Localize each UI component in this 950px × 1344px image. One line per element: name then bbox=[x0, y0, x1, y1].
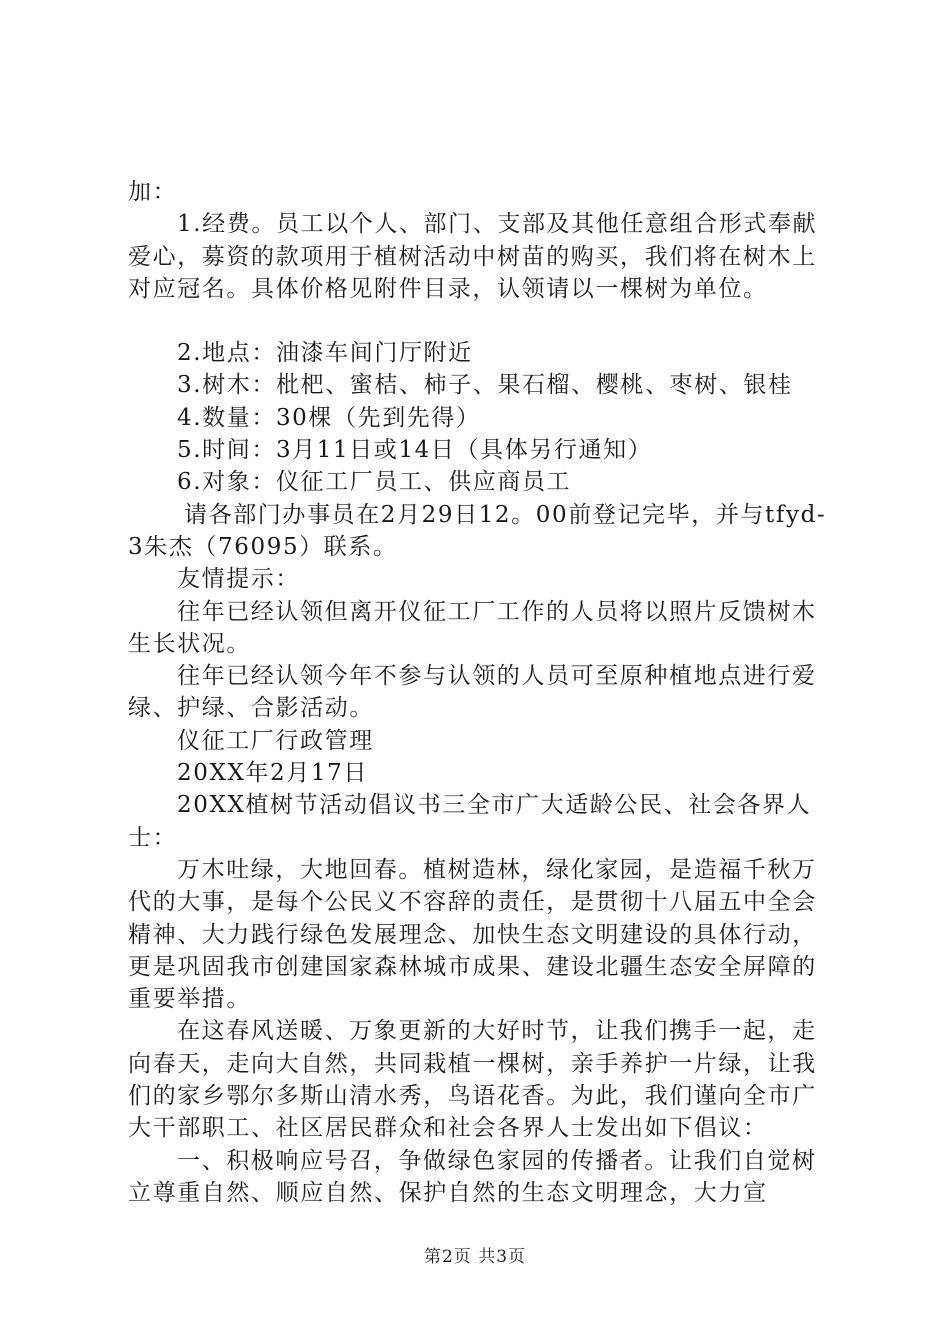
paragraph-location: 2.地点：油漆车间门厅附近 bbox=[177, 340, 473, 367]
paragraph-tips-heading: 友情提示： bbox=[177, 566, 300, 593]
paragraph-time: 5.时间：3月11日或14日（具体另行通知） bbox=[177, 437, 653, 464]
paragraph-tip-2: 往年已经认领今年不参与认领的人员可至原种植地点进行爱绿、护绿、合影活动。 bbox=[128, 663, 817, 722]
paragraph-date: 20XX年2月17日 bbox=[177, 760, 368, 787]
paragraph-proposal-body-2: 在这春风送暖、万象更新的大好时节，让我们携手一起，走向春天，走向大自然，共同栽植一棵树，亲手养护一片绿，让我们的家乡鄂尔多斯山清水秀，鸟语花香。为此，我们谨向全市广大干部职工、社区居民群众和社会各界人士发出如下倡议： bbox=[128, 1018, 817, 1142]
document-body bbox=[128, 176, 834, 1209]
paragraph-signature: 仪征工厂行政管理 bbox=[177, 727, 374, 754]
paragraph-funding: 1.经费。员工以个人、部门、支部及其他任意组合形式奉献爱心，募资的款项用于植树活动中树苗的购买，我们将在树木上对应冠名。具体价格见附件目录，认领请以一棵树为单位。 bbox=[128, 211, 818, 302]
paragraph-tip-1: 往年已经认领但离开仪征工厂工作的人员将以照片反馈树木生长状况。 bbox=[128, 598, 817, 657]
paragraph-target: 6.对象：仪征工厂员工、供应商员工 bbox=[177, 469, 572, 496]
paragraph-proposal-point-1: 一、积极响应号召，争做绿色家园的传播者。让我们自觉树立尊重自然、顺应自然、保护自然的生态文明理念，大力宣 bbox=[128, 1147, 817, 1206]
paragraph-registration: 请各部门办事员在2月29日12。00前登记完毕，并与tfyd-3朱杰（76095）联系。 bbox=[128, 501, 827, 560]
paragraph-intro: 加： bbox=[128, 179, 178, 205]
paragraph-proposal-title: 20XX植树节活动倡议书三全市广大适龄公民、社会各界人士： bbox=[128, 792, 812, 851]
page-footer: 第2页 共3页 bbox=[423, 1247, 527, 1267]
paragraph-quantity: 4.数量：30棵（先到先得） bbox=[177, 404, 481, 431]
paragraph-proposal-body-1: 万木吐绿，大地回春。植树造林，绿化家园，是造福千秋万代的大事，是每个公民义不容辞的责任，是贯彻十八届五中全会精神、大力践行绿色发展理念、加快生态文明建设的具体行动，更是巩固我市创建国家森林城市成果、建设北疆生态安全屏障的重要举措。 bbox=[128, 856, 817, 1013]
paragraph-trees: 3.树木：枇杷、蜜桔、柿子、果石榴、樱桃、枣树、银桂 bbox=[177, 372, 793, 399]
